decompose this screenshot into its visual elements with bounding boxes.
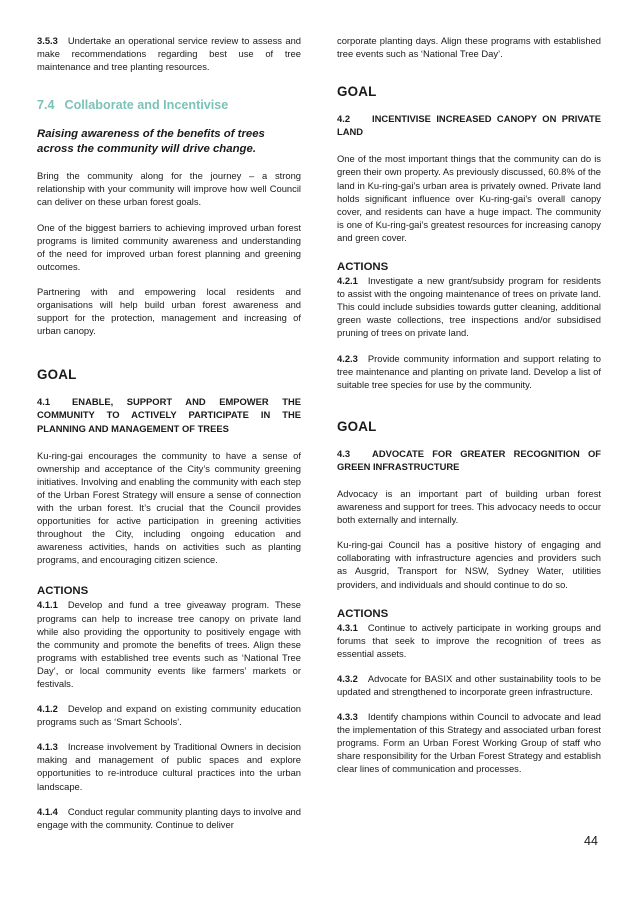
- right-column: [337, 34, 601, 776]
- action-number: 4.1.4: [37, 805, 58, 817]
- action-item: [37, 34, 301, 73]
- actions-label: ACTIONS: [337, 607, 389, 620]
- action-item: [337, 672, 601, 698]
- goal-heading: [337, 447, 601, 473]
- action-number: 4.3.3: [337, 711, 358, 723]
- goal-number: 4.2: [337, 113, 351, 125]
- goal-title: ADVOCATE FOR GREATER RECOGNITION OF GREEN INFRASTRUCTURE: [337, 447, 601, 472]
- action-text: Increase involvement by Traditional Owners in decision making and management of public spaces and explore opportunities to re-introduce cultural practices into the urban landscape.: [37, 741, 301, 792]
- action-text: Advocate for BASIX and other sustainability tools to be updated and strengthened to incorporate green infrastructure.: [337, 672, 601, 697]
- action-number: 4.1.3: [37, 741, 58, 753]
- action-item: [37, 805, 301, 831]
- action-text: Identify champions within Council to advocate and lead the implementation of this Strategy and associated urban forest programs. Form an Urban Forest Working Group of staff who share responsibility for the Urban Forest Strategy and establish clear lines of communication and processes.: [337, 711, 601, 775]
- goal-description: One of the most important things that the community can do is green their own property. As previously discussed, 60.8% of the land in Ku-ring-gai’s urban area is privately owned. Private land holds significant influence over Ku-ring-gai’s overall canopy cover, and residents can have a huge impact. The community is one of Ku-ring-gai’s greatest resources for increasing canopy and green cover.: [337, 153, 601, 243]
- goal-heading: [337, 112, 601, 138]
- goal-number: 4.1: [37, 396, 51, 408]
- tagline: Raising awareness of the benefits of trees across the community will drive change.: [37, 128, 265, 156]
- continuation-text: corporate planting days. Align these programs with established tree events such as ‘National Tree Day’.: [337, 35, 601, 60]
- action-item: [337, 274, 601, 339]
- action-item: [337, 710, 601, 775]
- action-text: Investigate a new grant/subsidy program for residents to assist with the ongoing maintenance of trees on private land. This could include subsidies towards gutter cleaning, additional green waste collections, tree inspections and/or subsidised pruning of trees on private land.: [337, 275, 601, 339]
- section-title: Collaborate and Incentivise: [64, 98, 229, 113]
- page-number: 44: [584, 834, 598, 848]
- actions-label: ACTIONS: [337, 261, 389, 274]
- action-text: Undertake an operational service review to assess and make recommendations regarding best use of tree maintenance and tree planting resources.: [37, 35, 301, 73]
- body-paragraph: One of the biggest barriers to achieving improved urban forest programs is limited community awareness and understanding of the need for improved urban forest planning and greening outcomes.: [37, 221, 301, 272]
- action-number: 4.3.1: [337, 621, 358, 633]
- action-number: 3.5.3: [37, 35, 58, 46]
- goal-heading: [37, 395, 301, 434]
- goal-label: GOAL: [337, 84, 377, 100]
- goal-title: ENABLE, SUPPORT AND EMPOWER THE COMMUNITY TO ACTIVELY PARTICIPATE IN THE PLANNING AND MANAGEMENT OF TREES: [37, 396, 301, 434]
- action-item: [37, 702, 301, 728]
- body-paragraph: Advocacy is an important part of building urban forest awareness and support for trees. This advocacy needs to occur both externally and internally.: [337, 487, 601, 526]
- goal-label: GOAL: [337, 418, 377, 434]
- action-number: 4.3.2: [337, 672, 358, 684]
- body-paragraph: Partnering with and empowering local residents and organisations will help build urban forest awareness and support for the protection, management and increasing of urban canopy.: [37, 285, 301, 337]
- action-number: 4.2.3: [337, 352, 358, 364]
- action-text: Develop and expand on existing community education programs such as ‘Smart Schools’.: [37, 703, 301, 728]
- action-text: Conduct regular community planting days to involve and engage with the community. Continue to deliver: [37, 805, 301, 830]
- body-paragraph: Ku-ring-gai Council has a positive history of engaging and collaborating with infrastructure agencies and providers such as Ausgrid, Transport for NSW, Sydney Water, utilities providers, and individuals and should continue to do so.: [337, 539, 601, 590]
- goal-title: INCENTIVISE INCREASED CANOPY ON PRIVATE LAND: [337, 113, 601, 138]
- goal-number: 4.3: [337, 447, 351, 459]
- section-number: 7.4: [37, 98, 55, 113]
- goal-label: GOAL: [37, 367, 77, 383]
- action-text: Develop and fund a tree giveaway program. These programs can help to increase tree canopy on private land while also providing the opportunity to positively engage with the community and promote the benefits of trees. Align these programs with established tree events such as ‘National Tree Day’, or local community events like farmers’ markets or festivals.: [37, 599, 301, 689]
- section-heading: [37, 97, 301, 113]
- goal-description: Ku-ring-gai encourages the community to have a sense of ownership and acceptance of the City’s community greening initiatives. Involving and enabling the community with each step of the Urban Forest Strategy will ensure a sense of connection with the urban forest. It’s crucial that the Council provides opportunities for active participation in greening activities throughout the City, including ongoing education and awareness activities, hands on activities such as planting programs, and encouraging citizen science.: [37, 449, 301, 566]
- action-number: 4.2.1: [337, 275, 358, 287]
- actions-label: ACTIONS: [37, 585, 89, 598]
- action-item: [337, 621, 601, 660]
- left-column: [37, 34, 301, 831]
- action-text: Provide community information and support relating to tree maintenance and planting on private land. Develop a list of suitable tree species for use by the community.: [337, 352, 601, 390]
- action-number: 4.1.2: [37, 703, 58, 715]
- action-item: [37, 598, 301, 690]
- body-paragraph: Bring the community along for the journey – a strong relationship with your community will improve how well Council can deliver on these urban forest goals.: [37, 170, 301, 208]
- action-text: Continue to actively participate in working groups and forums that seek to improve the recognition of trees as essential assets.: [337, 621, 601, 659]
- action-item: [37, 740, 301, 792]
- action-item: [337, 352, 601, 391]
- action-number: 4.1.1: [37, 599, 58, 611]
